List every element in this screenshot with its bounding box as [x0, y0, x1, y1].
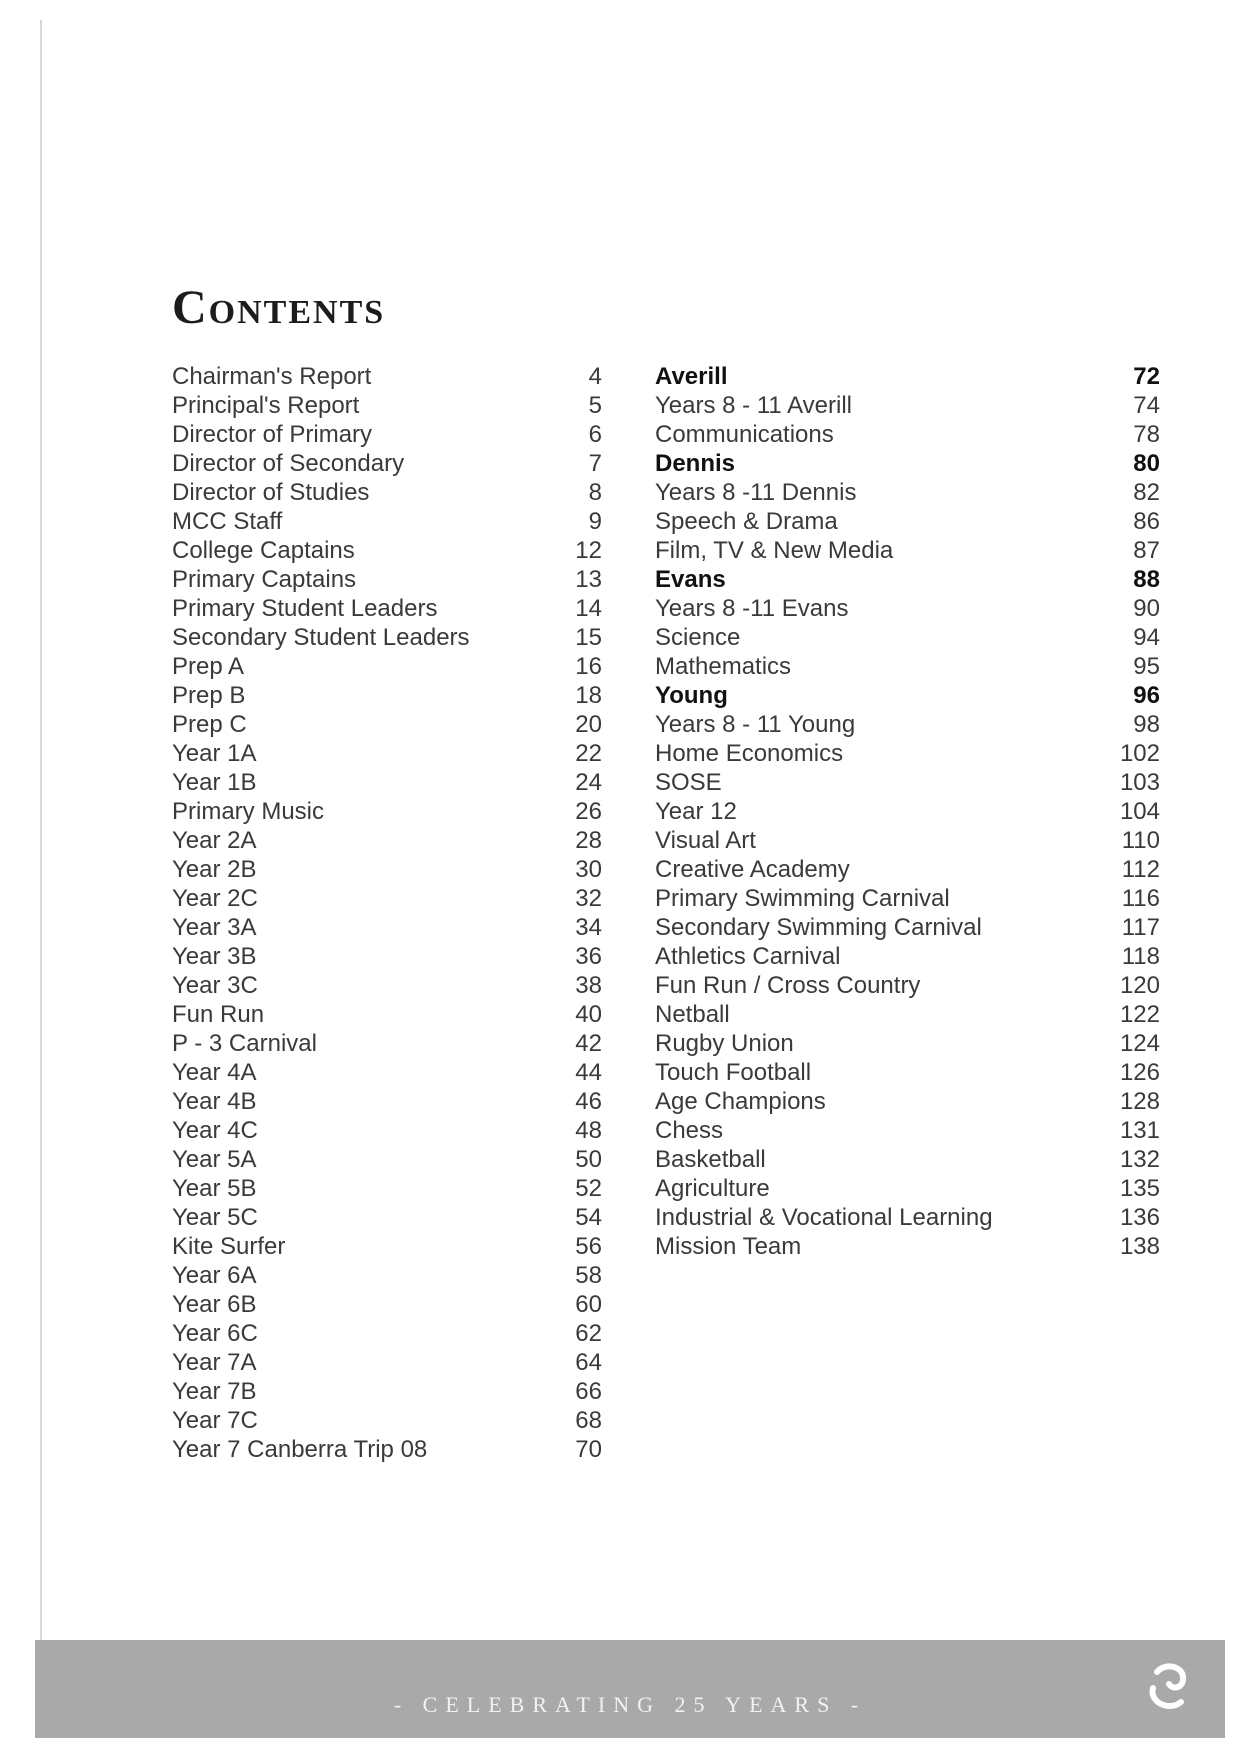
toc-entry-primary-swimming-carnival: [655, 884, 1160, 913]
toc-entry-label: Secondary Swimming Carnival: [655, 914, 982, 941]
toc-entry-label: Year 3A: [172, 914, 257, 941]
toc-entry-page-number: 118: [1121, 943, 1160, 970]
toc-entry-page-number: 128: [1119, 1088, 1160, 1115]
toc-entry-chairman-s-report: [172, 362, 602, 391]
toc-entry-label: Year 6B: [172, 1291, 257, 1318]
toc-entry-page-number: 110: [1121, 827, 1160, 854]
toc-entry-year-1b: [172, 768, 602, 797]
toc-entry-kite-surfer: [172, 1232, 602, 1261]
toc-entry-page-number: 124: [1119, 1030, 1160, 1057]
toc-entry-label: Fun Run: [172, 1001, 265, 1028]
toc-entry-label: SOSE: [655, 769, 722, 796]
toc-entry-page-number: 104: [1119, 798, 1160, 825]
toc-entry-page-number: 5: [588, 392, 602, 419]
toc-entry-label: Year 6A: [172, 1262, 257, 1289]
toc-entry-label: Secondary Student Leaders: [172, 624, 470, 651]
toc-entry-label: Primary Student Leaders: [172, 595, 438, 622]
toc-entry-label: Year 6C: [172, 1320, 258, 1347]
toc-entry-director-of-primary: [172, 420, 602, 449]
toc-entry-page-number: 120: [1119, 972, 1160, 999]
toc-entry-dennis: [655, 449, 1160, 478]
toc-entry-page-number: 103: [1119, 769, 1160, 796]
toc-entry-label: Year 3B: [172, 943, 257, 970]
toc-entry-label: Prep C: [172, 711, 247, 738]
toc-entry-label: Year 5C: [172, 1204, 258, 1231]
toc-entry-year-7b: [172, 1377, 602, 1406]
toc-entry-primary-student-leaders: [172, 594, 602, 623]
toc-entry-page-number: 34: [575, 914, 602, 941]
toc-entry-year-5b: [172, 1174, 602, 1203]
toc-entry-averill: [655, 362, 1160, 391]
toc-entry-mcc-staff: [172, 507, 602, 536]
toc-entry-year-5c: [172, 1203, 602, 1232]
toc-entry-label: Prep B: [172, 682, 246, 709]
toc-entry-fun-run-cross-country: [655, 971, 1160, 1000]
toc-entry-year-2b: [172, 855, 602, 884]
toc-entry-page-number: 80: [1133, 450, 1160, 477]
toc-entry-page-number: 38: [575, 972, 602, 999]
toc-entry-year-4b: [172, 1087, 602, 1116]
toc-entry-label: Mathematics: [655, 653, 792, 680]
toc-entry-label: Year 1B: [172, 769, 257, 796]
toc-entry-label: Director of Studies: [172, 479, 370, 506]
toc-entry-label: Dennis: [655, 450, 736, 477]
toc-entry-page-number: 30: [575, 856, 602, 883]
toc-entry-page-number: 4: [588, 363, 602, 390]
toc-entry-primary-captains: [172, 565, 602, 594]
toc-entry-year-6c: [172, 1319, 602, 1348]
toc-entry-page-number: 82: [1133, 479, 1160, 506]
toc-entry-prep-b: [172, 681, 602, 710]
toc-entry-secondary-student-leaders: [172, 623, 602, 652]
toc-entry-page-number: 70: [575, 1436, 602, 1463]
toc-entry-page-number: 9: [588, 508, 602, 535]
toc-entry-label: Chess: [655, 1117, 724, 1144]
toc-entry-page-number: 126: [1119, 1059, 1160, 1086]
toc-entry-page-number: 122: [1119, 1001, 1160, 1028]
toc-entry-label: Year 2C: [172, 885, 258, 912]
toc-entry-label: Evans: [655, 566, 726, 593]
toc-entry-year-6b: [172, 1290, 602, 1319]
toc-entry-year-2a: [172, 826, 602, 855]
toc-entry-year-2c: [172, 884, 602, 913]
page-title: Contents: [172, 281, 386, 334]
toc-entry-label: Primary Captains: [172, 566, 357, 593]
toc-entry-year-3b: [172, 942, 602, 971]
toc-entry-label: Years 8 - 11 Averill: [655, 392, 853, 419]
toc-entry-athletics-carnival: [655, 942, 1160, 971]
toc-entry-year-4c: [172, 1116, 602, 1145]
toc-entry-label: Rugby Union: [655, 1030, 794, 1057]
toc-entry-netball: [655, 1000, 1160, 1029]
toc-entry-years-8-11-averill: [655, 391, 1160, 420]
toc-entry-agriculture: [655, 1174, 1160, 1203]
toc-entry-label: MCC Staff: [172, 508, 283, 535]
toc-entry-page-number: 64: [575, 1349, 602, 1376]
toc-entry-page-number: 117: [1121, 914, 1160, 941]
toc-entry-label: College Captains: [172, 537, 355, 564]
toc-entry-years-8-11-evans: [655, 594, 1160, 623]
toc-entry-page-number: 72: [1133, 363, 1160, 390]
toc-entry-page-number: 66: [575, 1378, 602, 1405]
toc-entry-prep-a: [172, 652, 602, 681]
toc-entry-touch-football: [655, 1058, 1160, 1087]
toc-entry-label: Year 1A: [172, 740, 257, 767]
toc-entry-evans: [655, 565, 1160, 594]
toc-entry-college-captains: [172, 536, 602, 565]
toc-entry-page-number: 6: [588, 421, 602, 448]
toc-entry-label: Years 8 -11 Dennis: [655, 479, 857, 506]
toc-entry-page-number: 95: [1133, 653, 1160, 680]
toc-entry-rugby-union: [655, 1029, 1160, 1058]
toc-entry-page-number: 90: [1133, 595, 1160, 622]
toc-entry-science: [655, 623, 1160, 652]
toc-entry-page-number: 98: [1133, 711, 1160, 738]
toc-entry-page-number: 56: [575, 1233, 602, 1260]
toc-entry-director-of-studies: [172, 478, 602, 507]
toc-entry-page-number: 40: [575, 1001, 602, 1028]
toc-entry-label: Touch Football: [655, 1059, 812, 1086]
toc-entry-year-4a: [172, 1058, 602, 1087]
toc-entry-label: Age Champions: [655, 1088, 826, 1115]
toc-entry-page-number: 54: [575, 1204, 602, 1231]
toc-entry-prep-c: [172, 710, 602, 739]
toc-entry-page-number: 32: [575, 885, 602, 912]
toc-entry-year-7-canberra-trip-08: [172, 1435, 602, 1464]
footer-banner: [35, 1640, 1225, 1738]
toc-entry-label: Communications: [655, 421, 834, 448]
toc-right-column: [655, 362, 1160, 1261]
toc-entry-page-number: 87: [1133, 537, 1160, 564]
toc-entry-speech-and-drama: [655, 507, 1160, 536]
toc-entry-page-number: 88: [1133, 566, 1160, 593]
toc-entry-label: Year 5B: [172, 1175, 257, 1202]
toc-entry-year-12: [655, 797, 1160, 826]
toc-entry-page-number: 112: [1121, 856, 1160, 883]
toc-entry-label: Year 3C: [172, 972, 258, 999]
toc-entry-year-7c: [172, 1406, 602, 1435]
toc-entry-page-number: 7: [588, 450, 602, 477]
page-spine-shadow: [40, 20, 42, 1720]
toc-entry-page-number: 102: [1119, 740, 1160, 767]
toc-entry-page-number: 68: [575, 1407, 602, 1434]
toc-entry-page-number: 62: [575, 1320, 602, 1347]
toc-entry-years-8-11-dennis: [655, 478, 1160, 507]
toc-entry-label: Mission Team: [655, 1233, 802, 1260]
toc-entry-label: Visual Art: [655, 827, 756, 854]
toc-entry-label: Year 2B: [172, 856, 257, 883]
toc-entry-page-number: 135: [1119, 1175, 1160, 1202]
toc-entry-label: Basketball: [655, 1146, 766, 1173]
toc-entry-label: Kite Surfer: [172, 1233, 286, 1260]
toc-entry-year-3a: [172, 913, 602, 942]
toc-entry-page-number: 50: [575, 1146, 602, 1173]
toc-entry-page-number: 78: [1133, 421, 1160, 448]
toc-entry-page-number: 136: [1119, 1204, 1160, 1231]
toc-entry-page-number: 44: [575, 1059, 602, 1086]
toc-entry-page-number: 96: [1133, 682, 1160, 709]
toc-entry-label: Principal's Report: [172, 392, 360, 419]
toc-entry-label: Director of Primary: [172, 421, 373, 448]
toc-entry-label: Year 7A: [172, 1349, 257, 1376]
toc-entry-page-number: 15: [575, 624, 602, 651]
toc-entry-industrial-and-vocational-learning: [655, 1203, 1160, 1232]
toc-entry-label: Year 7C: [172, 1407, 258, 1434]
toc-entry-page-number: 116: [1121, 885, 1160, 912]
toc-entry-age-champions: [655, 1087, 1160, 1116]
swirl-logo-icon: [1139, 1658, 1195, 1714]
toc-entry-label: Director of Secondary: [172, 450, 405, 477]
toc-entry-page-number: 42: [575, 1030, 602, 1057]
toc-entry-page-number: 24: [575, 769, 602, 796]
toc-entry-mathematics: [655, 652, 1160, 681]
toc-entry-page-number: 36: [575, 943, 602, 970]
toc-entry-director-of-secondary: [172, 449, 602, 478]
toc-entry-principal-s-report: [172, 391, 602, 420]
toc-entry-communications: [655, 420, 1160, 449]
toc-entry-label: Home Economics: [655, 740, 844, 767]
toc-entry-label: Science: [655, 624, 741, 651]
toc-entry-page-number: 74: [1133, 392, 1160, 419]
toc-entry-basketball: [655, 1145, 1160, 1174]
toc-entry-label: Agriculture: [655, 1175, 770, 1202]
toc-entry-page-number: 58: [575, 1262, 602, 1289]
toc-entry-home-economics: [655, 739, 1160, 768]
toc-entry-label: Primary Music: [172, 798, 325, 825]
toc-entry-label: Year 5A: [172, 1146, 257, 1173]
toc-entry-page-number: 26: [575, 798, 602, 825]
toc-entry-label: Speech & Drama: [655, 508, 838, 535]
toc-entry-year-6a: [172, 1261, 602, 1290]
toc-entry-page-number: 132: [1119, 1146, 1160, 1173]
toc-entry-page-number: 16: [575, 653, 602, 680]
toc-entry-page-number: 86: [1133, 508, 1160, 535]
toc-entry-label: Year 7B: [172, 1378, 257, 1405]
toc-entry-page-number: 131: [1119, 1117, 1160, 1144]
toc-entry-secondary-swimming-carnival: [655, 913, 1160, 942]
toc-entry-visual-art: [655, 826, 1160, 855]
toc-entry-label: Years 8 -11 Evans: [655, 595, 849, 622]
toc-entry-label: Year 4C: [172, 1117, 258, 1144]
toc-entry-page-number: 22: [575, 740, 602, 767]
toc-entry-label: Years 8 - 11 Young: [655, 711, 856, 738]
toc-entry-label: Netball: [655, 1001, 730, 1028]
toc-entry-film-tv-and-new-media: [655, 536, 1160, 565]
toc-entry-label: Year 7 Canberra Trip 08: [172, 1436, 428, 1463]
toc-entry-p-3-carnival: [172, 1029, 602, 1058]
toc-entry-page-number: 14: [575, 595, 602, 622]
toc-entry-primary-music: [172, 797, 602, 826]
toc-entry-label: Chairman's Report: [172, 363, 372, 390]
toc-entry-label: Primary Swimming Carnival: [655, 885, 950, 912]
toc-entry-page-number: 13: [575, 566, 602, 593]
toc-entry-label: Athletics Carnival: [655, 943, 841, 970]
footer-tagline: - CELEBRATING 25 YEARS -: [393, 1692, 867, 1717]
toc-entry-page-number: 46: [575, 1088, 602, 1115]
toc-entry-label: Year 12: [655, 798, 737, 825]
toc-entry-page-number: 20: [575, 711, 602, 738]
toc-entry-page-number: 18: [575, 682, 602, 709]
toc-entry-sose: [655, 768, 1160, 797]
toc-entry-label: Film, TV & New Media: [655, 537, 894, 564]
toc-entry-young: [655, 681, 1160, 710]
toc-entry-chess: [655, 1116, 1160, 1145]
toc-entry-label: Year 4A: [172, 1059, 257, 1086]
toc-entry-page-number: 48: [575, 1117, 602, 1144]
toc-entry-years-8-11-young: [655, 710, 1160, 739]
toc-entry-label: Prep A: [172, 653, 245, 680]
toc-entry-page-number: 8: [588, 479, 602, 506]
toc-entry-label: Industrial & Vocational Learning: [655, 1204, 993, 1231]
toc-entry-label: Year 4B: [172, 1088, 257, 1115]
toc-entry-year-3c: [172, 971, 602, 1000]
toc-entry-label: P - 3 Carnival: [172, 1030, 317, 1057]
toc-entry-creative-academy: [655, 855, 1160, 884]
toc-left-column: [172, 362, 602, 1464]
toc-entry-label: Year 2A: [172, 827, 257, 854]
toc-entry-label: Fun Run / Cross Country: [655, 972, 921, 999]
toc-entry-fun-run: [172, 1000, 602, 1029]
toc-entry-page-number: 12: [575, 537, 602, 564]
toc-entry-page-number: 28: [575, 827, 602, 854]
toc-entry-page-number: 52: [575, 1175, 602, 1202]
toc-entry-year-5a: [172, 1145, 602, 1174]
toc-entry-mission-team: [655, 1232, 1160, 1261]
toc-entry-page-number: 138: [1119, 1233, 1160, 1260]
toc-entry-page-number: 60: [575, 1291, 602, 1318]
toc-entry-label: Creative Academy: [655, 856, 850, 883]
toc-entry-year-7a: [172, 1348, 602, 1377]
toc-entry-label: Young: [655, 682, 728, 709]
toc-entry-year-1a: [172, 739, 602, 768]
toc-entry-label: Averill: [655, 363, 728, 390]
toc-entry-page-number: 94: [1133, 624, 1160, 651]
